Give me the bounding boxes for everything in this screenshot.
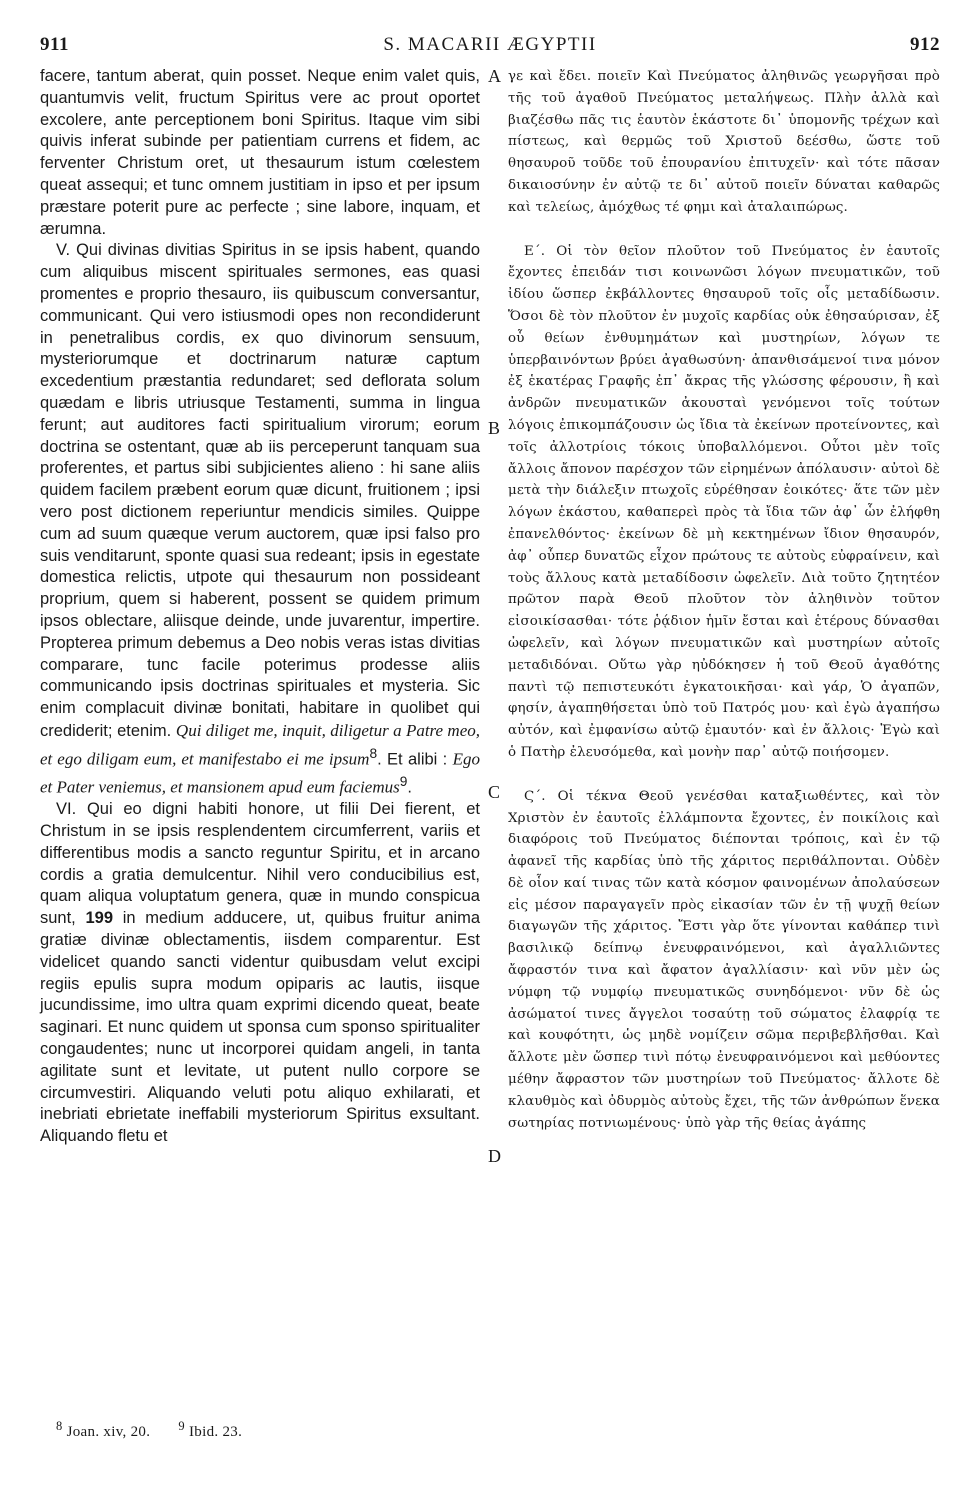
section-number: V.: [56, 241, 71, 260]
latin-paragraph-v: [40, 240, 480, 799]
scripture-quote: Ego et Pater veniemus, et mansionem apud eum faciemus: [40, 749, 480, 797]
margin-marker-d: D: [488, 1146, 501, 1166]
margin-marker-b: B: [488, 418, 501, 438]
footnote-ref: 9: [399, 774, 408, 789]
column-number: 199: [85, 909, 114, 928]
footnotes: [56, 1419, 242, 1441]
footnote-mark: 8: [56, 1419, 63, 1433]
right-page-number: 912: [910, 34, 940, 55]
footnote-text: Joan. xiv, 20.: [66, 1424, 151, 1440]
latin-text: .: [407, 778, 412, 797]
latin-text: in medium adducere, ut, quibus fruitur anima gratiæ divinæ oblectamentis, iisdem comparentur. Est videlicet quando sancti videntur quibusdam velut excipi regiis epulis supra modum opiparis ac lautis, iisque jucundissime, imo ultra quam exprimi dicendo queat, beate saginari. Et nunc quidem ut sponsa cum sponso spiritualiter congaudentes; nunc ut incorporei quidam angeli, in tanta agilitate sunt et levitate, ut putent nullo corpore se circumvestiri. Aliquando veluti potu aliquo exhilarati, et inebriati ebrietate ineffabili mysteriorum Spiritus exsultant. Aliquando fletu et: [40, 909, 480, 1146]
latin-text: . Et alibi :: [377, 750, 448, 769]
latin-paragraph: facere, tantum aberat, quin posset. Neque enim valet quis, quantumvis velit, fructum Spiritus vere ac prout oportet excolere, ante perceptionem boni Spiritus. Itaque vim sibi quivis inferat subinde per patientiam currens et fidem, ac ferventer Christum oret, ut thesaurum istum cœlestem queat assequi; et tunc omnem justitiam in ipso et per ipsum præstare poterit pure ac perfecte ; sine labore, inquam, et ærumna.: [40, 67, 480, 238]
section-number: VI.: [56, 800, 77, 819]
latin-column: [40, 66, 480, 1148]
latin-paragraph-vi: [40, 799, 480, 1148]
running-title: S. MACARII ÆGYPTII: [383, 34, 597, 55]
left-page-number: 911: [40, 34, 69, 55]
greek-column: [508, 66, 940, 1134]
latin-text: Qui eo digni habiti honore, ut filii Dei fierent, et Christum in se ipsis resplendentem circumferrent, variis et differentibus modis a sancto reguntur Spiritu, et in arcano cordis a gratia demulcentur. Nihil vero conducibilius est, quam aliqua voluptatum genera, quæ in mundo conspicua sunt,: [40, 800, 480, 928]
greek-paragraph-e: Ε΄. Οἱ τὸν θεῖον πλοῦτον τοῦ Πνεύματος ἐν ἑαυτοῖς ἔχοντες ἐπειδάν τισι κοινωνῶσι λόγων πνευματικῶν, τοῦ ἰδίου ὥσπερ ἐκβάλλοντες θησαυροῦ τοῖς οἷς μεταδίδωσιν. Ὅσοι δὲ τὸν πλοῦτον ἐν μυχοῖς καρδίας οὐκ ἐθησαύρισαν, ἐξ οὗ θείων ἐνθυμημάτων καὶ μυστηρίων, λόγων τε ὑπερβαινόντων βρύει ἀγαθωσύνη· ἀπανθισάμενοί τινα μόνον ἐξ ἑκατέρας Γραφῆς ἐπ᾽ ἄκρας τῆς γλώσσης φέρουσιν, ἢ καὶ ἀνδρῶν πνευματικῶν ἀκουσταὶ γενόμενοι τοῖς τούτων λόγοις ἐπικομπάζουσιν ὡς ἴδια τὰ ἐκείνων προτείνοντες, καὶ τοῖς ἀλλοτρίοις τόκοις ὑποβαλλόμενοι. Οὗτοι μὲν τοῖς ἄλλοις ἄπονον παρέσχον τῶν εἰρημένων ἀπόλαυσιν· αὐτοὶ δὲ μετὰ τὴν διάλεξιν πτωχοῖς εὑρέθησαν ἐοικότες· ἅτε τῶν μὲν λόγων ἑκάστου, καθαπερεὶ πρὸς τὰ ἴδια τῶν ἀφ᾽ ὧν ἐλήφθη ἐπανελθόντος· ἐκείνων δὲ μὴ κεκτημένων ἴδιον θησαυρόν, ἀφ᾽ οὗπερ δυνατῶς εἶχον πρώτους τε αὐτοὺς εὐφραίνειν, καὶ τοὺς ἄλλους κατὰ μεταδίδοσιν ὠφελεῖν. Διὰ τοῦτο ζητητέον πρῶτον παρὰ Θεοῦ πλοῦτον τὸν ἀληθινὸν τοῦτον εἰσοικίσασθαι· τότε ῥᾴδιον ἡμῖν ἔσται καὶ ἑτέρους δύνασθαι ὠφελεῖν, καὶ λόγων πνευματικῶν καὶ μυστηρίων αὐτοῖς μεταδιδόναι. Οὕτω γὰρ ηὐδόκησεν ἡ τοῦ Θεοῦ ἀγαθότης παντὶ τῷ πεπιστευκότι ἐγκατοικῆσαι· καὶ γάρ, Ὁ ἀγαπῶν, φησίν, ἀγαπηθήσεται ὑπὸ τοῦ Πατρός μου· καὶ ἐγὼ ἀγαπήσω αὐτόν, καὶ ἐμφανίσω αὐτῷ ἐμαυτόν· καὶ ἐν ἄλλοις· Ἐγὼ καὶ ὁ Πατὴρ ἐλευσόμεθα, καὶ μονὴν παρ᾽ αὐτῷ ποιήσομεν.: [508, 243, 940, 760]
margin-marker-a: A: [488, 66, 501, 86]
footnote-mark: 9: [178, 1419, 185, 1433]
greek-paragraph: γε καὶ ἔδει. ποιεῖν Καὶ Πνεύματος ἀληθινῶς γεωργῆσαι πρὸ τῆς τοῦ ἀγαθοῦ Πνεύματος μεταλήψεως. Πλὴν ἀλλὰ καὶ βιαζέσθω πᾶς τις ἑαυτὸν ἑκάστοτε δι᾽ ὑπομονῆς τρέχων καὶ πίστεως, καὶ θερμῶς τοῦ Χριστοῦ δεέσθω, ὥστε τοῦ θησαυροῦ τοῦδε τοῦ ἐπουρανίου ἐπιτυχεῖν· καὶ τότε πᾶσαν δικαιοσύνην ἐν αὐτῷ τε δι᾽ αὐτοῦ ποιεῖν δύναται καθαρῶς καὶ τελείως, ἀμόχθως τέ φημι καὶ ἀταλαιπώρως.: [508, 69, 940, 215]
footnote-text: Ibid. 23.: [189, 1424, 243, 1440]
margin-marker-c: C: [488, 782, 501, 802]
latin-text: Qui divinas divitias Spiritus in se ipsis habent, quando cum aliquibus miscent spirituales sermones, eas quasi promentes e proprio thesauro, iis quibuscum conversantur, communicant. Qui vero istiusmodi opes non recondiderunt in penetralibus cordis, ex quo divinorum sensuum, mysteriorumque et doctrinarum naturæ captum excedentium præstantia redundaret; sed deflorata solum quædam e libris utriusque Testamenti, summa in lingua ferunt; aut auditores facti spiritualium virorum; eorum doctrina se ostentant, quæ ab iis perceperunt tanquam sua proferentes, et partus sibi subjicientes alieno : hi sane aliis quidem facilem præbent eorum quæ dicunt, fruitionem ; ipsi vero post dictionem reperiuntur mendicis similes. Quippe cum ad suum quæque verum auctorem, quæ ipsi falso pro suis venditarunt, sponte quasi sua redeant; ipsis in egestate domestica relictis, utpote qui thesaurum non possideant proprium, quem si haberent, possent se quidem primum ipsos oblectare, aliisque deinde, unde juvarentur, impertire. Propterea primum debemus a Deo nobis veras istas divitias comparare, tunc facile poterimus prodesse aliis communicando ipsis doctrinas spirituales et mysteria. Sic enim complacuit divinæ bonitati, habitare in quolibet qui crediderit; etenim.: [40, 241, 480, 740]
footnote-ref: 8: [369, 745, 378, 761]
scripture-quote: Qui diliget me, inquit, diligetur a Patre meo, et ego diligam eum, et manifestabo ei me ipsum: [40, 720, 480, 769]
greek-paragraph-st: Ϛ΄. Οἱ τέκνα Θεοῦ γενέσθαι καταξιωθέντες, καὶ τὸν Χριστὸν ἐν ἑαυτοῖς ἐλλάμποντα ἔχοντες, ἐν ποικίλοις καὶ διαφόροις τοῦ Πνεύματος διέπονται τρόποις, καὶ ἐν τῷ ἀφανεῖ τῆς καρδίας ὑπὸ τῆς χάριτος περιθάλπονται. Οὐδὲν δὲ οἷον καί τινας τῶν κατὰ κόσμον φαινομένων ἀπολαύσεων εἰς μέσον παραγαγεῖν πρὸς εἰκασίαν τῶν ἐν τῇ ψυχῇ θείων διαγωγῶν τῆς χάριτος. Ἔστι γὰρ ὅτε γίνονται καθάπερ τινὶ βασιλικῷ δείπνῳ ἐνευφραινόμενοι, καὶ ἀγαλλιῶντες ἄφραστόν τινα καὶ ἄφατον ἀγαλλίασιν· καὶ νῦν μὲν ὡς νύμφη τῷ νυμφίῳ πνευματικῶς συνηδόμενοι· νῦν δὲ ὡς ἀσώματοί τινες ἄγγελοι τοσαύτῃ τοῦ σώματος ἐλαφρίᾳ τε καὶ κουφότητι, ὡς μηδὲ νομίζειν σῶμα περιβεβλῆσθαι. Καὶ ἄλλοτε μὲν ὥσπερ τινὶ πότῳ ἐνευφραινόμενοι καὶ μεθύοντες μέθην ἄφραστον τῶν μυστηρίων τοῦ Πνεύματος· ἄλλοτε δὲ κλαυθμὸς καὶ ὀδυρμὸς αὐτοὺς ἔχει, τῆς τῶν ἀνθρώπων ἕνεκα σωτηρίας ποτνιωμένους· ὑπὸ γὰρ τῆς θείας ἀγάπης: [508, 788, 940, 1131]
page-header: [40, 34, 940, 58]
